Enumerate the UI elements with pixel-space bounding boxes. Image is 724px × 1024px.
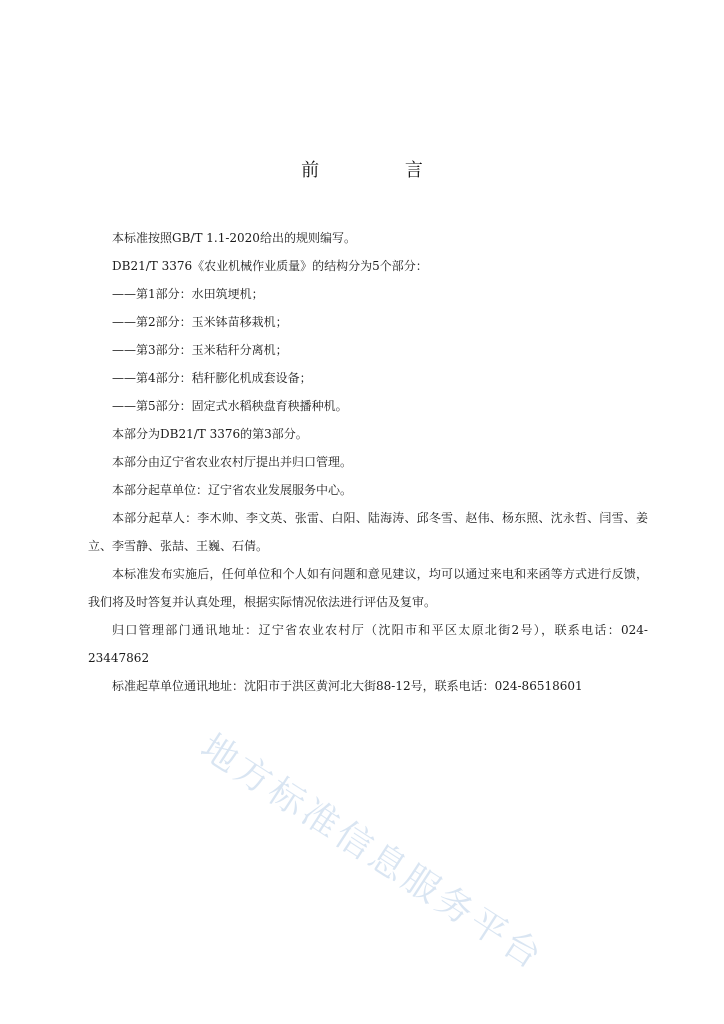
paragraph-drafter-address: 标准起草单位通讯地址：沈阳市于洪区黄河北大街88-12号，联系电话：024-86518601 — [112, 679, 583, 693]
paragraph-proposer: 本部分由辽宁省农业农村厅提出并归口管理。 — [112, 455, 353, 469]
list-item-part-1: ——第1部分：水田筑埂机； — [112, 287, 264, 301]
list-item-part-4: ——第4部分：秸秆膨化机成套设备； — [112, 371, 312, 385]
paragraph-drafting-unit: 本部分起草单位：辽宁省农业发展服务中心。 — [112, 483, 353, 497]
paragraph-this-part: 本部分为DB21/T 3376的第3部分。 — [112, 427, 308, 441]
paragraph-drafters: 本部分起草人：李木帅、李文英、张雷、白阳、陆海涛、邱冬雪、赵伟、杨东照、沈永哲、闫雪、姜立、李雪静、张喆、王巍、石倩。 — [88, 511, 648, 553]
page-title: 前 言 — [301, 160, 463, 181]
paragraph-feedback: 本标准发布实施后，任何单位和个人如有问题和意见建议，均可以通过来电和来函等方式进行反馈，我们将及时答复并认真处理，根据实际情况依法进行评估及复审。 — [88, 567, 648, 609]
paragraph-structure: DB21/T 3376《农业机械作业质量》的结构分为5个部分： — [112, 259, 428, 273]
paragraph-authority-address: 归口管理部门通讯地址：辽宁省农业农村厅（沈阳市和平区太原北街2号），联系电话：024-23447862 — [88, 623, 648, 665]
watermark: 地方标准信息服务平台 — [193, 726, 552, 979]
list-item-part-2: ——第2部分：玉米钵苗移栽机； — [112, 315, 288, 329]
list-item-part-3: ——第3部分：玉米秸秆分离机； — [112, 343, 288, 357]
list-item-part-5: ——第5部分：固定式水稻秧盘育秧播种机。 — [112, 399, 348, 413]
paragraph-drafting-rules: 本标准按照GB/T 1.1-2020给出的规则编写。 — [112, 231, 356, 245]
document-body — [88, 224, 648, 700]
